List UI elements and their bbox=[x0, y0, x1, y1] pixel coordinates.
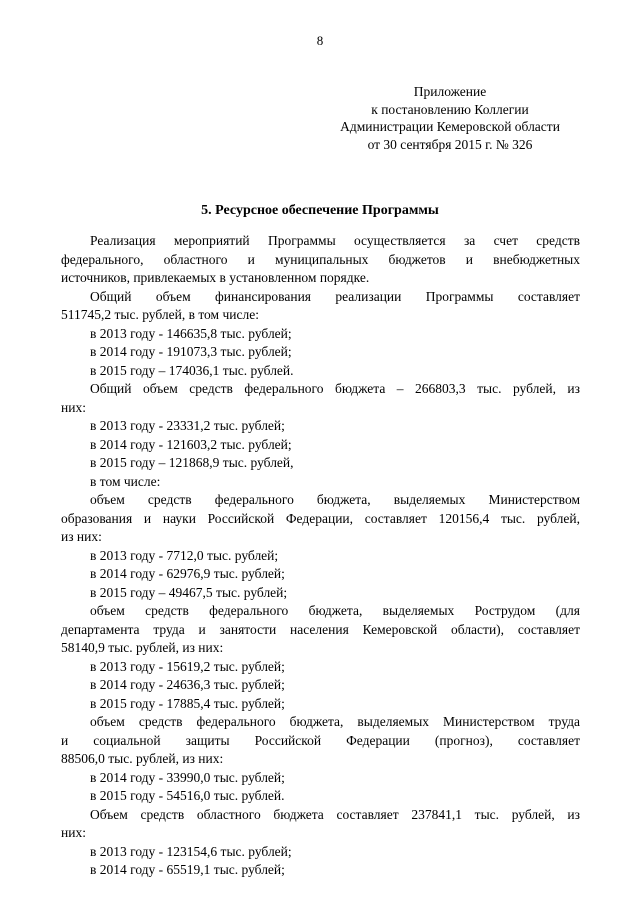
body-line: 88506,0 тыс. рублей, из них: bbox=[61, 751, 224, 766]
section-heading: 5. Ресурсное обеспечение Программы bbox=[201, 203, 439, 218]
appendix-resolution: к постановлению Коллегии bbox=[371, 101, 529, 117]
body-line: в 2014 году - 121603,2 тыс. рублей; bbox=[90, 436, 292, 452]
body-line: федерального, областного и муниципальных бюджетов и внебюджетных bbox=[61, 251, 580, 267]
appendix-title: Приложение bbox=[413, 84, 487, 99]
body-line: объем средств федерального бюджета, выделяемых Рострудом (для bbox=[90, 603, 580, 618]
body-line: них: bbox=[61, 825, 86, 840]
body-line: в 2014 году - 24636,3 тыс. рублей; bbox=[90, 677, 285, 692]
appendix-block bbox=[300, 83, 600, 153]
body-line: и социальной защиты Российской Федерации (прогноз), составляет bbox=[61, 732, 580, 748]
body-line: в 2015 году - 17885,4 тыс. рублей; bbox=[90, 695, 285, 711]
body-line: в 2014 году - 65519,1 тыс. рублей; bbox=[90, 862, 285, 877]
body-line: Общий объем финансирования реализации Программы составляет bbox=[90, 288, 580, 304]
body-line: 511745,2 тыс. рублей, в том числе: bbox=[61, 307, 259, 322]
body-line: департамента труда и занятости населения Кемеровской области), составляет bbox=[61, 621, 580, 637]
body-line: в 2013 году - 123154,6 тыс. рублей; bbox=[90, 843, 292, 859]
body-line: в 2014 году - 62976,9 тыс. рублей; bbox=[90, 566, 285, 581]
body-line: из них: bbox=[61, 529, 102, 544]
body-line: образования и науки Российской Федерации, составляет 120156,4 тыс. рублей, bbox=[61, 510, 580, 526]
body-line: в 2015 году – 49467,5 тыс. рублей; bbox=[90, 584, 288, 600]
document-body bbox=[61, 232, 580, 880]
body-line: в 2015 году – 121868,9 тыс. рублей, bbox=[90, 455, 294, 470]
appendix-date-number: от 30 сентября 2015 г. № 326 bbox=[367, 136, 533, 152]
page-number: 8 bbox=[316, 33, 324, 48]
body-line: в 2014 году - 191073,3 тыс. рублей; bbox=[90, 344, 292, 359]
body-line: источников, привлекаемых в установленном порядке. bbox=[61, 270, 370, 285]
body-line: них: bbox=[61, 399, 86, 415]
body-line: Объем средств областного бюджета составляет 237841,1 тыс. рублей, из bbox=[90, 806, 580, 822]
body-line: Реализация мероприятий Программы осуществляется за счет средств bbox=[90, 233, 580, 248]
body-line: объем средств федерального бюджета, выделяемых Министерством bbox=[90, 492, 580, 507]
body-line: объем средств федерального бюджета, выделяемых Министерством труда bbox=[90, 714, 580, 729]
body-line: в 2013 году - 146635,8 тыс. рублей; bbox=[90, 325, 292, 341]
appendix-administration: Администрации Кемеровской области bbox=[340, 119, 560, 134]
body-line: в том числе: bbox=[90, 473, 161, 489]
body-line: Общий объем средств федерального бюджета – 266803,3 тыс. рублей, из bbox=[90, 381, 580, 396]
body-line: в 2015 году – 174036,1 тыс. рублей. bbox=[90, 362, 294, 378]
body-line: в 2014 году - 33990,0 тыс. рублей; bbox=[90, 769, 285, 785]
body-line: в 2013 году - 7712,0 тыс. рублей; bbox=[90, 547, 279, 563]
body-line: в 2013 году - 23331,2 тыс. рублей; bbox=[90, 418, 285, 433]
body-line: 58140,9 тыс. рублей, из них: bbox=[61, 640, 224, 655]
body-line: в 2015 году - 54516,0 тыс. рублей. bbox=[90, 788, 285, 803]
body-line: в 2013 году - 15619,2 тыс. рублей; bbox=[90, 658, 285, 674]
